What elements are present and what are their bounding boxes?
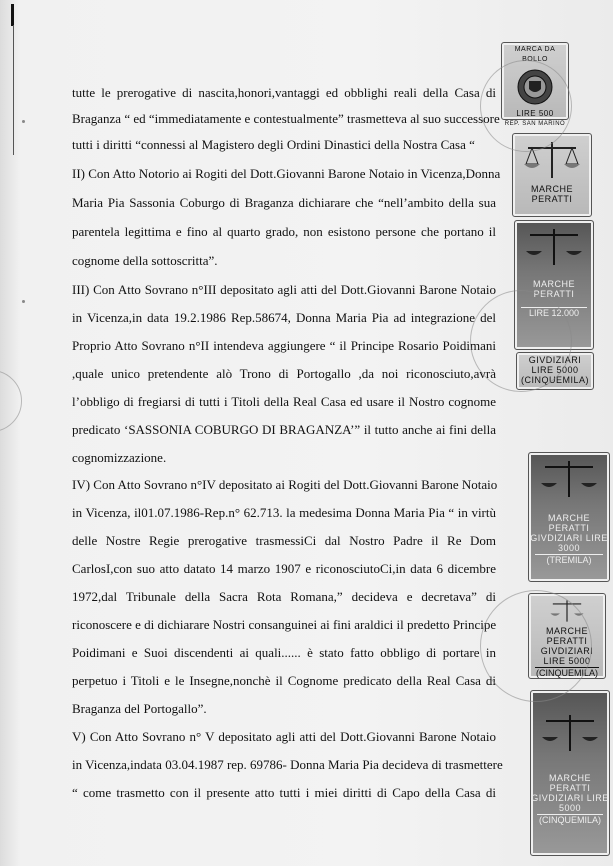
punch-hole <box>22 300 25 303</box>
text-line: cognomizzazione. <box>72 450 167 465</box>
stamp-label: MARCHE <box>532 279 575 289</box>
stamp-label: GIVDIZIARI LIRE 5000 <box>531 793 609 813</box>
text-line: in Vicenza, il01.07.1986-Rep.n° 62.713. la medesima Donna Maria Pia “ in virtù <box>72 505 496 520</box>
text-line: ,quale unico pretendente alò Trono di Portogallo ,da noi riconosciuto,avrà <box>72 366 496 381</box>
stamp-label: MARCHE PERATTI <box>548 773 591 793</box>
text-line: “ come trasmetto con il presente atto tutti i miei diritti di Capo della Casa di <box>72 785 496 800</box>
stamp-label: GIVDIZIARI LIRE 3000 <box>530 533 608 553</box>
text-line: Proprio Atto Sovrano n°II intendeva aggiungere “ il Principe Rosario Poidimani <box>72 338 496 353</box>
text-line: predicato ‘SASSONIA COBURGO DI BRAGANZA’” il tutto anche ai fini della <box>72 422 496 437</box>
cancellation-stamp-mark <box>470 290 572 392</box>
stamp-label: PERATTI <box>531 194 573 204</box>
scales-of-justice-icon <box>540 711 600 755</box>
cancellation-stamp-mark <box>480 590 592 702</box>
text-line: Braganza del Portogallo”. <box>72 701 207 716</box>
text-line: parentela legittima e fino al quarto grado, non esistono persone che portano il <box>72 224 496 239</box>
text-line: Poidimani e Suoi discendenti ai quali...... è stato fatto obbligo di portare in <box>72 645 496 660</box>
stamp-value: LIRE 12.000 <box>521 307 587 318</box>
text-line: cognome della sottoscritta”. <box>72 253 218 268</box>
stamp-value: (CINQUEMILA) <box>538 815 601 825</box>
staple-mark <box>11 4 14 26</box>
cancellation-stamp-mark <box>480 60 572 152</box>
text-line: Maria Pia Sassonia Coburgo di Braganza dichiarare che “nell’ambito della sua <box>72 195 496 210</box>
stamp-value: (CINQUEMILA) <box>535 668 598 678</box>
scales-of-justice-icon <box>524 225 584 269</box>
stamp-label: MARCHE PERATTI <box>545 626 588 646</box>
text-line: CarlosI,con suo atto datato 14 marzo 1907 e riconosciutoCi,in data 6 dicembre <box>72 561 496 576</box>
cancellation-stamp-mark <box>0 370 22 432</box>
text-line: delle Nostre Regie prerogative trasmessiCi dal Nostro Padre il Re Dom <box>72 533 496 548</box>
text-line: IV) Con Atto Sovrano n°IV depositato ai Rogiti del Dott.Giovanni Barone Notaio <box>72 477 498 492</box>
stamp-label: LIRE 5000 <box>531 365 579 375</box>
marche-giudiziari-stamp-5000-dark <box>530 690 610 856</box>
text-line: tutte le prerogative di nascita,honori,vantaggi ed obblighi reali della Casa di <box>72 85 496 100</box>
text-line: in Vicenza,indata 03.04.1987 rep. 69786- Donna Maria Pia decideva di trasmettere <box>72 757 503 772</box>
text-line: 1972,dal Tribunale della Sacra Rota Romana,” decideva e decretava” di <box>72 589 496 604</box>
scales-of-justice-icon <box>539 457 599 501</box>
text-line: perpetuo i Titoli e le Insegne,nonchè il Cognome predicato della Real Casa di <box>72 673 496 688</box>
stamp-value: (CINQUEMILA) <box>520 375 589 385</box>
marche-giudiziari-stamp-3000 <box>528 452 610 582</box>
text-line: l’obbligo di fregiarsi di tutti i Titoli della Real Casa ed usare il Nostro cognome <box>72 394 496 409</box>
stamp-label: GIVDIZIARI <box>528 355 582 365</box>
stamp-label: GIVDIZIARI LIRE 5000 <box>540 646 594 666</box>
text-line: III) Con Atto Sovrano n°III depositato agli atti del Dott.Giovanni Barone Notaio <box>72 282 496 297</box>
stamp-footer: REP. SAN MARINO <box>504 121 566 127</box>
stamp-header: MARCA DA BOLLO <box>514 46 556 63</box>
text-line: V) Con Atto Sovrano n° V depositato agli atti del Dott.Giovanni Barone Notaio <box>72 729 496 744</box>
margin-line <box>13 25 14 155</box>
punch-hole <box>22 120 25 123</box>
text-line: riconoscere e di dichiarare Nostri consanguinei ai fini araldici il predetto Principe <box>72 617 497 632</box>
stamp-value: LIRE 500 <box>516 109 554 118</box>
stamp-label: MARCHE PERATTI <box>547 513 590 533</box>
text-line: in Vicenza,in data 19.2.1986 Rep.58674, Donna Maria Pia ad integrazione del <box>72 310 496 325</box>
text-line: II) Con Atto Notorio ai Rogiti del Dott.Giovanni Barone Notaio in Vicenza,Donna <box>72 166 501 181</box>
text-line: Braganza “ ed “immediatamente e contestualmente” trasmetteva al suo successore <box>72 111 500 126</box>
stamp-value: (TREMILA) <box>535 554 603 565</box>
text-line: tutti i diritti “connessi al Magistero degli Ordini Dinastici della Nostra Casa “ <box>72 137 475 152</box>
stamp-label: PERATTI <box>533 289 575 299</box>
stamp-label: MARCHE <box>530 184 573 194</box>
